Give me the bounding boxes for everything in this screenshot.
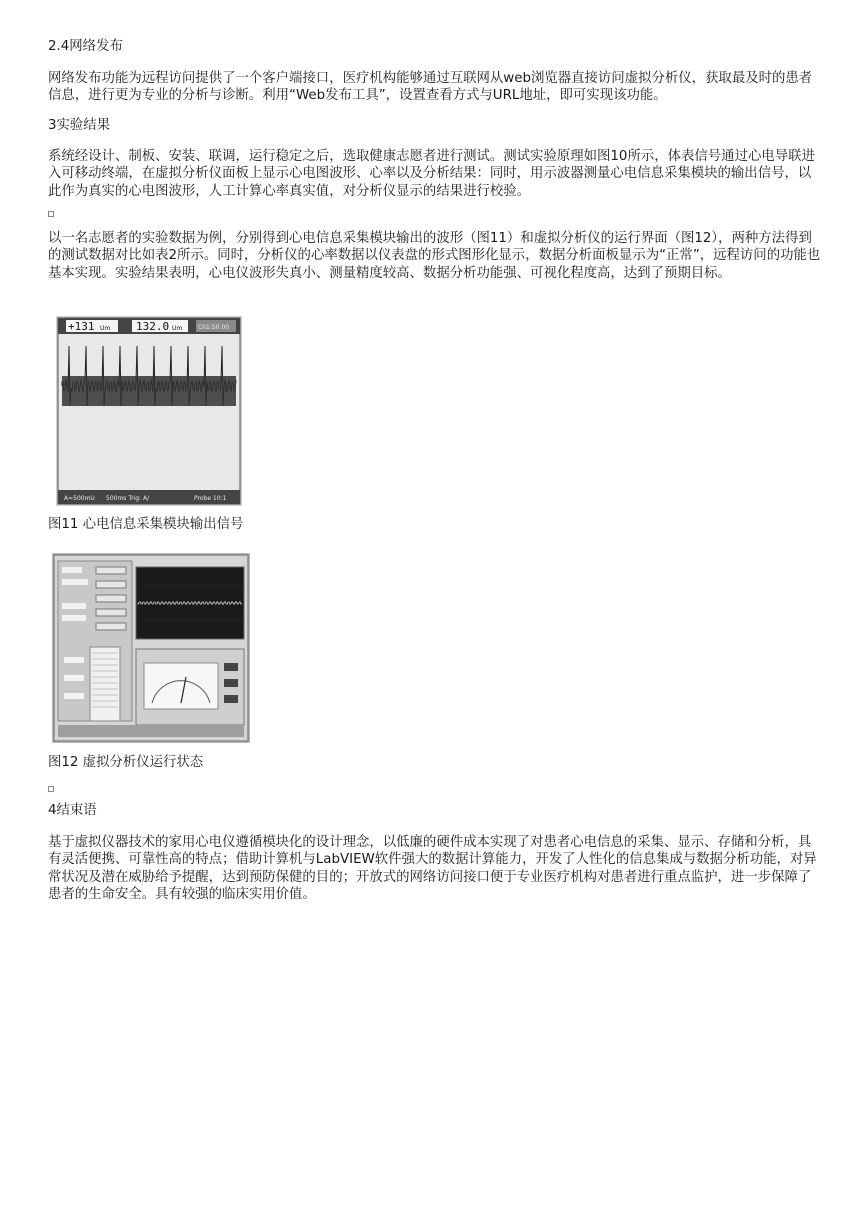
- placeholder-bullet-icon: [48, 786, 54, 792]
- section-4-paragraph: 基于虚拟仪器技术的家用心电仪遵循模块化的设计理念，以低廉的硬件成本实现了对患者心电信息的采集、显示、存储和分析，具有灵活便携、可靠性高的特点；借助计算机与LabVIEW软件强大的数据计算能力，开发了人性化的信息集成与数据分析功能，对异常状况及潜在威胁给予提醒，达到预防保健的目的；开放式的网络访问接口便于专业医疗机构对患者进行重点监护，进一步保障了患者的生命安全。具有较强的临床实用价值。: [48, 835, 817, 903]
- svg-text:Um: Um: [172, 325, 183, 332]
- svg-text:A=500mU: A=500mU: [64, 495, 95, 502]
- section-3-paragraph-2: 以一名志愿者的实验数据为例，分别得到心电信息采集模块输出的波形（图11）和虚拟分析仪的运行界面（图12），两种方法得到的测试数据对比如表2所示。同时，分析仪的心率数据以仪表盘的形式图形化显示，数据分析面板显示为“正常”，远程访问的功能也基本实现。实验结果表明，心电仪波形失真小、测量精度较高、数据分析功能强、可视化程度高，达到了预期目标。: [48, 231, 821, 281]
- virtual-analyzer-image: [52, 553, 250, 743]
- figure-12-virtual-analyzer: [52, 553, 250, 743]
- svg-text:500ms Trig: A/: 500ms Trig: A/: [106, 495, 150, 502]
- section-2-4-heading: 2.4网络发布: [48, 39, 123, 54]
- figure-12-caption: 图12 虚拟分析仪运行状态: [48, 755, 204, 770]
- section-3-paragraph-1: 系统经设计、制板、安装、联调，运行稳定之后，选取健康志愿者进行测试。测试实验原理如图10所示，体表信号通过心电导联进入可移动终端，在虚拟分析仪面板上显示心电图波形、心率以及分析结果：同时，用示波器测量心电信息采集模块的输出信号，以此作为真实的心电图波形，人工计算心率真实值，对分析仪显示的结果进行校验。: [48, 149, 815, 199]
- svg-text:Ch1:50.00: Ch1:50.00: [198, 324, 230, 331]
- svg-text:Um: Um: [100, 325, 111, 332]
- figure-11-oscilloscope: [56, 316, 242, 506]
- svg-text:Probe 10:1: Probe 10:1: [194, 495, 227, 502]
- oscilloscope-image: [56, 316, 242, 506]
- placeholder-bullet-icon: [48, 211, 54, 217]
- section-3-heading: 3实验结果: [48, 118, 111, 133]
- readout-left: +131: [68, 320, 95, 333]
- section-2-4-paragraph: 网络发布功能为远程访问提供了一个客户端接口，医疗机构能够通过互联网从web浏览器直接访问虚拟分析仪，获取最及时的患者信息，进行更为专业的分析与诊断。利用“Web发布工具”，设置查看方式与URL地址，即可实现该功能。: [48, 71, 813, 104]
- section-4-heading: 4结束语: [48, 803, 97, 818]
- readout-right: 132.0: [136, 320, 170, 333]
- figure-11-caption: 图11 心电信息采集模块输出信号: [48, 517, 244, 532]
